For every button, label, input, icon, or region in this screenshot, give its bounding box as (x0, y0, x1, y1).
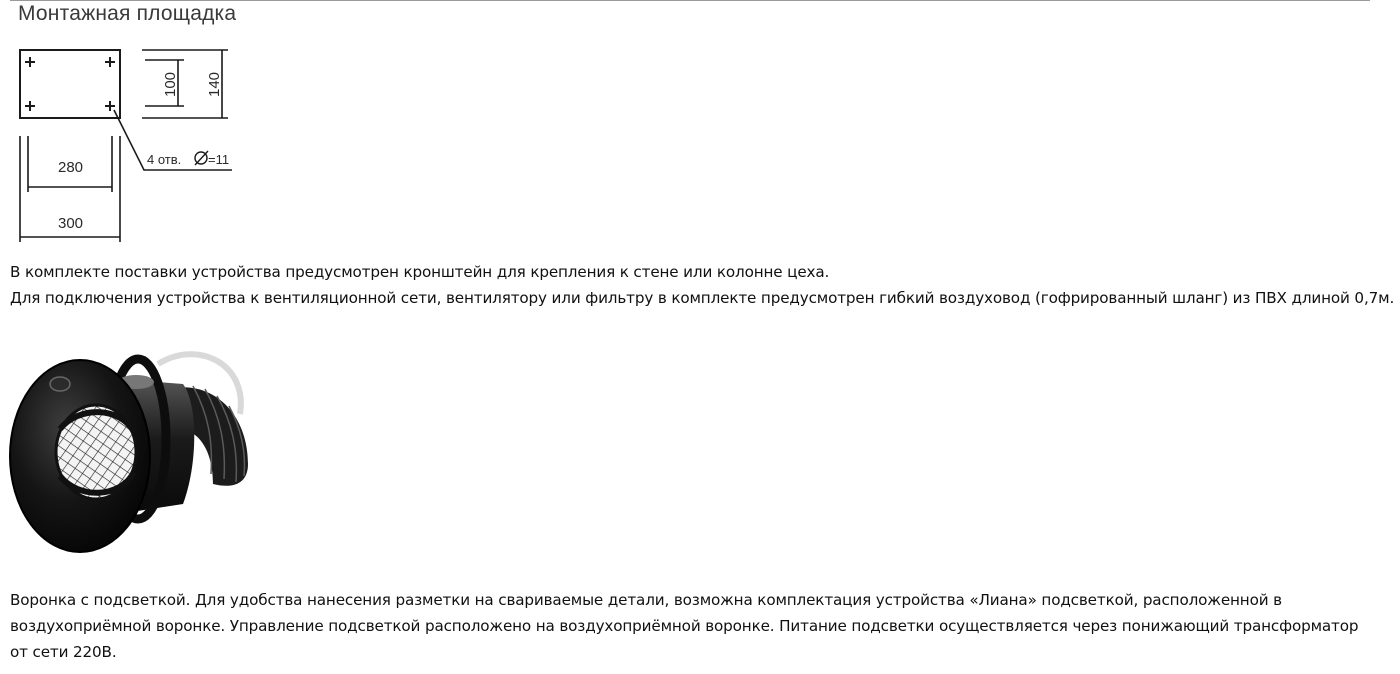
section-heading: Монтажная площадка (18, 2, 237, 25)
holes-label: 4 отв. (147, 152, 182, 167)
hose-connection-text: Для подключения устройства к вентиляционной сети, вентилятору или фильтру в комплекте предусмотрен гибкий воздуховод (гофрированный шланг) из ПВХ длиной 0,7м. (10, 289, 1395, 307)
dim-label-140: 140 (206, 71, 223, 97)
light-button (50, 377, 70, 391)
hole-marks (25, 57, 115, 111)
dim-label-300: 300 (58, 215, 84, 232)
top-divider (10, 0, 1370, 1)
plate-outline (20, 50, 120, 118)
backlight-funnel-text: Воронка с подсветкой. Для удобства нанесения разметки на свариваемые детали, возможна комплектация устройства «Лиана» подсветкой, расположенной в воздухоприёмной воронке. Управление подсветкой расположено на воздухоприёмной воронке. Питание подсветки осуществляется через понижающий трансформатор от сети 220В. (10, 591, 1359, 661)
mounting-plate-drawing (0, 40, 260, 250)
holes-diameter: =11 (208, 152, 230, 167)
dim-label-100: 100 (162, 71, 179, 97)
kit-bracket-text: В комплекте поставки устройства предусмотрен кронштейн для крепления к стене или колонне цеха. (10, 263, 830, 281)
funnel-product-image (8, 344, 258, 559)
dim-label-280: 280 (58, 159, 84, 176)
